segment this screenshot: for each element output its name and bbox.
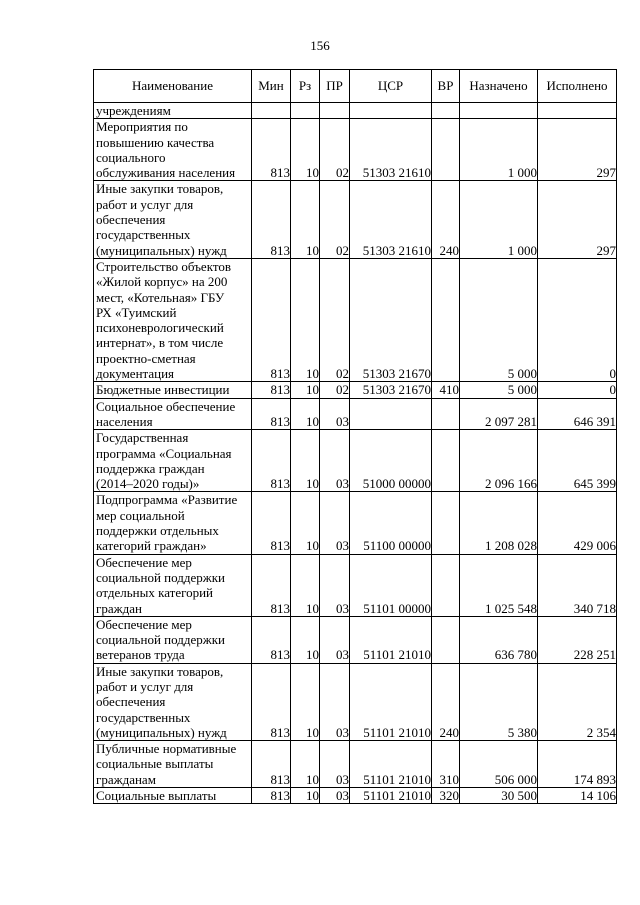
row-name: Социальные выплаты [94, 788, 252, 804]
row-assigned: 5 380 [460, 663, 538, 740]
row-vr [432, 258, 460, 381]
row-rz: 10 [291, 616, 320, 663]
row-pr: 03 [320, 741, 350, 788]
row-rz [291, 103, 320, 119]
row-pr: 02 [320, 181, 350, 258]
row-name: учреждениям [94, 103, 252, 119]
row-rz: 10 [291, 119, 320, 181]
row-name: Публичные нормативные социальные выплаты гражданам [94, 741, 252, 788]
row-min [252, 103, 291, 119]
row-csr: 51303 21610 [350, 181, 432, 258]
row-name: Обеспечение мер социальной поддержки ветеранов труда [94, 616, 252, 663]
row-assigned: 1 000 [460, 181, 538, 258]
row-assigned: 2 096 166 [460, 430, 538, 492]
table-row [94, 663, 617, 740]
row-vr [432, 398, 460, 430]
budget-table [93, 69, 617, 804]
header-min: Мин [252, 70, 291, 103]
row-assigned: 5 000 [460, 258, 538, 381]
table-row [94, 492, 617, 554]
row-name: Подпрограмма «Развитие мер социальной поддержки отдельных категорий граждан» [94, 492, 252, 554]
row-executed: 174 893 [538, 741, 617, 788]
row-csr: 51303 21670 [350, 258, 432, 381]
row-executed: 297 [538, 119, 617, 181]
header-executed: Исполнено [538, 70, 617, 103]
row-executed: 228 251 [538, 616, 617, 663]
row-pr: 02 [320, 119, 350, 181]
row-vr [432, 430, 460, 492]
table-row [94, 741, 617, 788]
row-csr: 51303 21610 [350, 119, 432, 181]
row-min: 813 [252, 741, 291, 788]
row-assigned: 636 780 [460, 616, 538, 663]
row-name: Иные закупки товаров, работ и услуг для обеспечения государственных (муниципальных) нужд [94, 663, 252, 740]
row-assigned: 2 097 281 [460, 398, 538, 430]
row-rz: 10 [291, 181, 320, 258]
row-assigned: 1 000 [460, 119, 538, 181]
row-pr: 03 [320, 554, 350, 616]
table-row [94, 258, 617, 381]
row-min: 813 [252, 258, 291, 381]
row-min: 813 [252, 788, 291, 804]
row-vr [432, 616, 460, 663]
row-pr [320, 103, 350, 119]
row-name: Иные закупки товаров, работ и услуг для обеспечения государственных (муниципальных) нужд [94, 181, 252, 258]
row-assigned: 506 000 [460, 741, 538, 788]
row-vr [432, 492, 460, 554]
table-row [94, 788, 617, 804]
row-executed: 14 106 [538, 788, 617, 804]
row-rz: 10 [291, 663, 320, 740]
table-row [94, 554, 617, 616]
row-pr: 03 [320, 663, 350, 740]
row-assigned: 1 025 548 [460, 554, 538, 616]
row-csr: 51101 21010 [350, 788, 432, 804]
row-rz: 10 [291, 430, 320, 492]
row-csr: 51101 21010 [350, 741, 432, 788]
row-pr: 02 [320, 258, 350, 381]
row-vr: 320 [432, 788, 460, 804]
row-csr: 51000 00000 [350, 430, 432, 492]
row-executed: 0 [538, 258, 617, 381]
row-vr: 240 [432, 663, 460, 740]
header-csr: ЦСР [350, 70, 432, 103]
row-rz: 10 [291, 258, 320, 381]
row-executed: 429 006 [538, 492, 617, 554]
row-min: 813 [252, 398, 291, 430]
row-rz: 10 [291, 382, 320, 398]
header-pr: ПР [320, 70, 350, 103]
row-min: 813 [252, 119, 291, 181]
row-vr: 410 [432, 382, 460, 398]
row-name: Социальное обеспечение населения [94, 398, 252, 430]
row-csr: 51101 00000 [350, 554, 432, 616]
table-row [94, 616, 617, 663]
header-rz: Рз [291, 70, 320, 103]
row-pr: 03 [320, 616, 350, 663]
row-min: 813 [252, 663, 291, 740]
row-executed: 340 718 [538, 554, 617, 616]
row-assigned [460, 103, 538, 119]
row-vr: 310 [432, 741, 460, 788]
row-rz: 10 [291, 398, 320, 430]
row-vr [432, 119, 460, 181]
row-min: 813 [252, 554, 291, 616]
row-vr [432, 554, 460, 616]
row-pr: 03 [320, 492, 350, 554]
row-executed: 0 [538, 382, 617, 398]
header-name: Наименование [94, 70, 252, 103]
row-csr [350, 103, 432, 119]
header-vr: ВР [432, 70, 460, 103]
row-pr: 03 [320, 430, 350, 492]
row-csr: 51100 00000 [350, 492, 432, 554]
row-name: Бюджетные инвестиции [94, 382, 252, 398]
header-assigned: Назначено [460, 70, 538, 103]
row-name: Мероприятия по повышению качества социального обслуживания населения [94, 119, 252, 181]
table-row [94, 430, 617, 492]
row-rz: 10 [291, 741, 320, 788]
row-min: 813 [252, 616, 291, 663]
row-executed: 645 399 [538, 430, 617, 492]
row-assigned: 30 500 [460, 788, 538, 804]
row-rz: 10 [291, 554, 320, 616]
row-min: 813 [252, 492, 291, 554]
row-pr: 03 [320, 398, 350, 430]
row-min: 813 [252, 430, 291, 492]
row-name: Строительство объектов «Жилой корпус» на 200 мест, «Котельная» ГБУ РХ «Туимский психоневрологический интернат», в том числе проектно-сметная документация [94, 258, 252, 381]
page-number: 156 [310, 38, 330, 53]
row-assigned: 5 000 [460, 382, 538, 398]
row-csr: 51303 21670 [350, 382, 432, 398]
row-csr: 51101 21010 [350, 663, 432, 740]
table-row [94, 398, 617, 430]
row-rz: 10 [291, 492, 320, 554]
row-min: 813 [252, 181, 291, 258]
row-csr: 51101 21010 [350, 616, 432, 663]
row-min: 813 [252, 382, 291, 398]
table-body [94, 103, 617, 804]
table-row [94, 181, 617, 258]
row-assigned: 1 208 028 [460, 492, 538, 554]
table-header-row [94, 70, 617, 103]
row-pr: 02 [320, 382, 350, 398]
row-vr: 240 [432, 181, 460, 258]
row-executed: 2 354 [538, 663, 617, 740]
row-name: Обеспечение мер социальной поддержки отдельных категорий граждан [94, 554, 252, 616]
row-executed [538, 103, 617, 119]
row-csr [350, 398, 432, 430]
row-executed: 297 [538, 181, 617, 258]
row-vr [432, 103, 460, 119]
row-pr: 03 [320, 788, 350, 804]
table-row [94, 103, 617, 119]
row-executed: 646 391 [538, 398, 617, 430]
row-rz: 10 [291, 788, 320, 804]
table-row [94, 119, 617, 181]
table-row [94, 382, 617, 398]
row-name: Государственная программа «Социальная поддержка граждан (2014–2020 годы)» [94, 430, 252, 492]
